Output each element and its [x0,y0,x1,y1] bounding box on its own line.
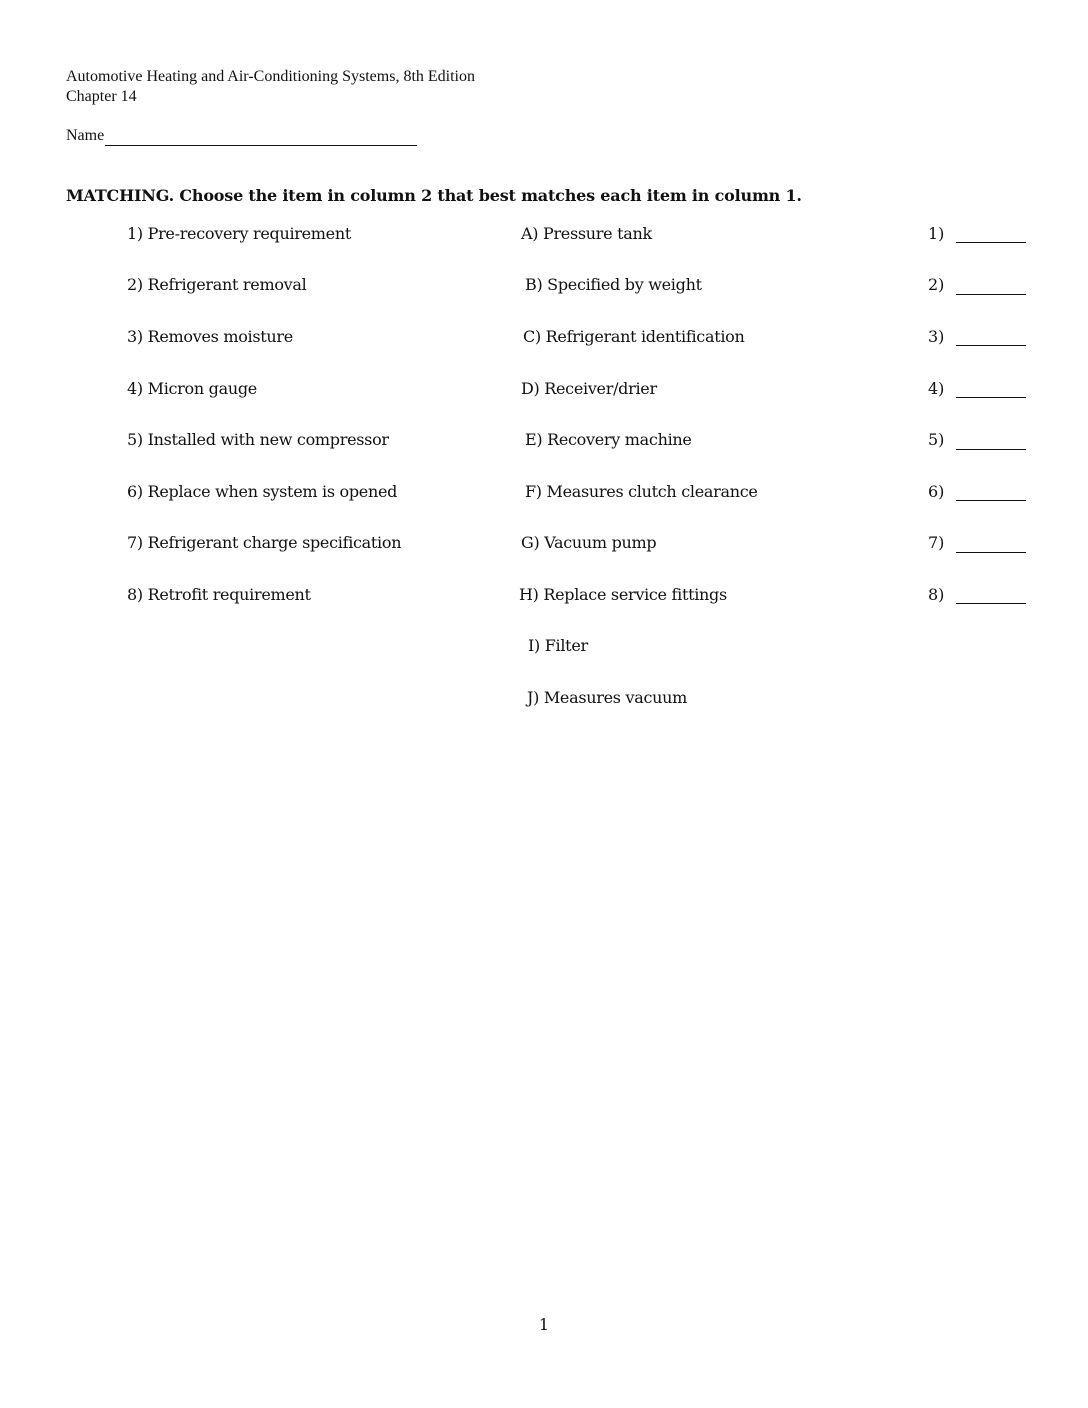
answer-blank-5[interactable] [956,449,1026,450]
name-label: Name [66,127,105,144]
column2-item-g: G) Vacuum pump [521,533,657,552]
name-blank-line[interactable] [105,128,417,146]
answer-number-5: 5) [928,430,945,449]
column2-item-b: B) Specified by weight [525,275,702,294]
column2-item-a: A) Pressure tank [521,224,652,243]
matching-instructions: MATCHING. Choose the item in column 2 that best matches each item in column 1. [66,186,802,205]
column1-item-3: 3) Removes moisture [127,327,293,346]
answer-blank-6[interactable] [956,500,1026,501]
column1-item-4: 4) Micron gauge [127,379,257,398]
column1-item-6: 6) Replace when system is opened [127,482,398,501]
column2-item-f: F) Measures clutch clearance [525,482,758,501]
answer-blank-8[interactable] [956,603,1026,604]
column2-item-j: J) Measures vacuum [527,688,687,707]
answer-blank-4[interactable] [956,397,1026,398]
column1-item-1: 1) Pre-recovery requirement [127,224,351,243]
answer-number-3: 3) [928,327,945,346]
answer-number-7: 7) [928,533,945,552]
column2-item-e: E) Recovery machine [525,430,692,449]
column1-item-7: 7) Refrigerant charge specification [127,533,402,552]
column1-item-5: 5) Installed with new compressor [127,430,389,449]
answer-number-1: 1) [928,224,945,243]
answer-number-6: 6) [928,482,945,501]
column2-item-d: D) Receiver/drier [521,379,657,398]
page-number: 1 [538,1315,550,1334]
answer-number-8: 8) [928,585,945,604]
answer-blank-7[interactable] [956,552,1026,553]
column2-item-h: H) Replace service fittings [519,585,727,604]
name-field-row [66,126,417,146]
book-title: Automotive Heating and Air-Conditioning Systems, 8th Edition [66,68,475,85]
answer-blank-2[interactable] [956,294,1026,295]
column2-item-i: I) Filter [528,636,588,655]
answer-number-4: 4) [928,379,945,398]
column2-item-c: C) Refrigerant identification [523,327,745,346]
column1-item-2: 2) Refrigerant removal [127,275,307,294]
answer-blank-1[interactable] [956,242,1026,243]
chapter-label: Chapter 14 [66,88,137,105]
answer-number-2: 2) [928,275,945,294]
answer-blank-3[interactable] [956,345,1026,346]
column1-item-8: 8) Retrofit requirement [127,585,311,604]
